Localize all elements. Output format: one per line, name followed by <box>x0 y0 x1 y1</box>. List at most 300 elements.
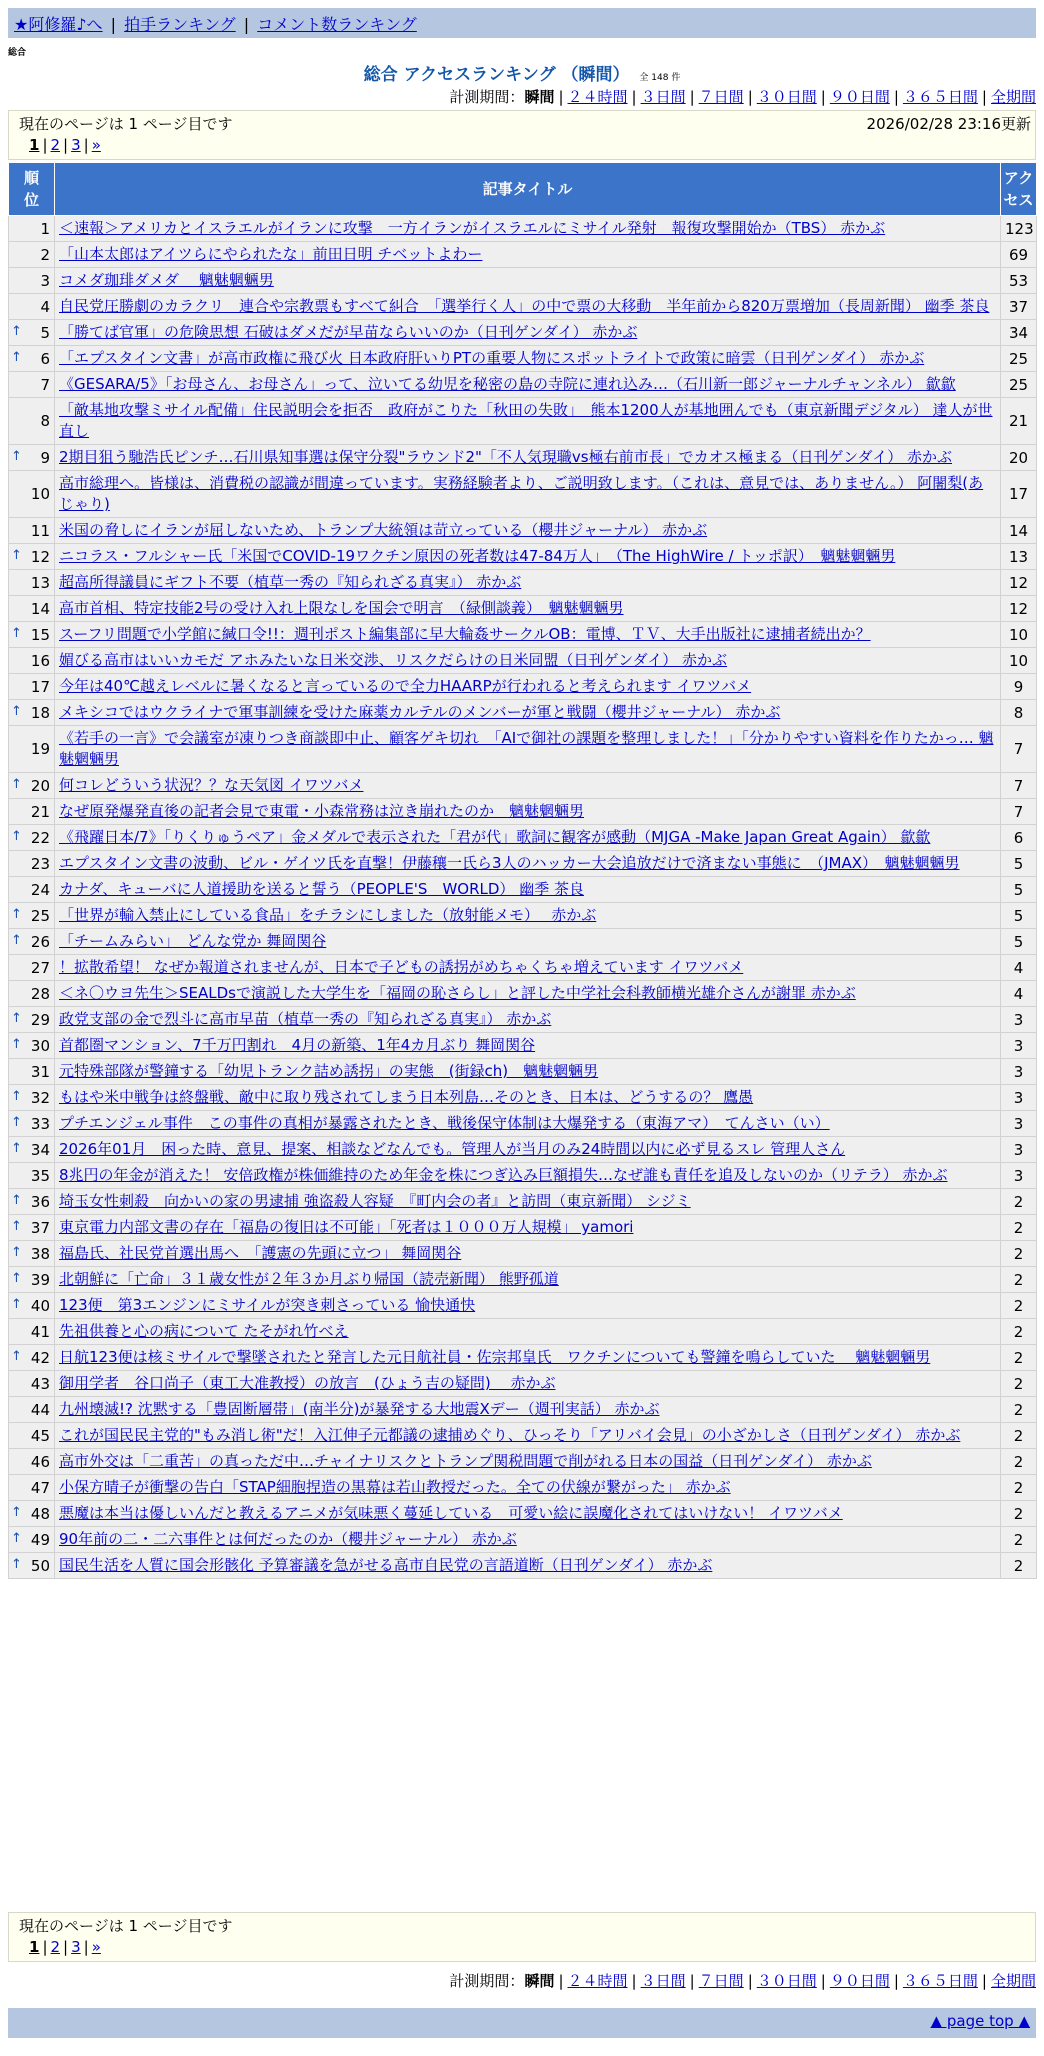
period-link-6[interactable]: 全期間 <box>990 88 1036 106</box>
article-title-link[interactable]: スーフリ問題で小学館に緘口令!!：週刊ポスト編集部に早大輪姦サークルOB：電博、ＴＶ、大手出版社に逮捕者続出か？ <box>59 625 871 643</box>
rank-number: 24 <box>30 880 50 899</box>
rank-number: 41 <box>30 1322 50 1341</box>
rank-cell <box>9 471 55 518</box>
page-top-link[interactable]: ▲ page top ▲ <box>930 2012 1030 2030</box>
table-row <box>9 622 1037 648</box>
access-count: 3 <box>1001 1033 1037 1059</box>
title-cell <box>55 398 1001 445</box>
title-cell <box>55 1189 1001 1215</box>
page-separator: | <box>83 1938 89 1956</box>
table-row <box>9 851 1037 877</box>
article-title-link[interactable]: 超高所得議員にギフト不要（植草一秀の『知られざる真実』） 赤かぶ <box>59 573 522 591</box>
access-count: 7 <box>1001 799 1037 825</box>
rank-number: 50 <box>30 1556 50 1575</box>
pager-bottom <box>8 1912 1036 1962</box>
period-separator: | <box>981 1972 987 1990</box>
table-row <box>9 799 1037 825</box>
article-title-link[interactable]: 媚びる高市はいいカモだ アホみたいな日米交渉、リスクだらけの日米同盟（日刊ゲンダイ） 赤かぶ <box>59 651 728 669</box>
access-count: 12 <box>1001 596 1037 622</box>
access-count: 2 <box>1001 1397 1037 1423</box>
title-cell <box>55 1007 1001 1033</box>
title-cell <box>55 851 1001 877</box>
rank-cell <box>9 648 55 674</box>
title-cell <box>55 320 1001 346</box>
title-column-header: 記事タイトル <box>55 163 1001 216</box>
article-title-link[interactable]: もはや米中戦争は終盤戦、敵中に取り残されてしまう日本列島…そのとき、日本は、どうするの？ 鷹愚 <box>59 1088 754 1106</box>
article-title-link[interactable]: 123便 第3エンジンにミサイルが突き刺さっている 愉快通快 <box>59 1296 476 1314</box>
access-count: 3 <box>1001 1059 1037 1085</box>
page-link-2[interactable]: 2 <box>50 136 61 154</box>
article-title-link[interactable]: 2026年01月 困った時、意見、提案、相談などなんでも。管理人が当月のみ24時間以内に必ず見るスレ 管理人さん <box>59 1140 846 1158</box>
period-selector-top <box>449 86 1036 107</box>
access-count: 2 <box>1001 1553 1037 1579</box>
access-count: 8 <box>1001 700 1037 726</box>
rank-number: 33 <box>30 1114 50 1133</box>
access-count: 37 <box>1001 294 1037 320</box>
table-row <box>9 471 1037 518</box>
title-cell <box>55 518 1001 544</box>
title-cell <box>55 955 1001 981</box>
article-title-link[interactable]: これが国民民主党的"もみ消し術"だ！入江伸子元都議の逮捕めぐり、ひっそり「アリバイ会見」の小ざかしさ（日刊ゲンダイ） 赤かぶ <box>59 1426 961 1444</box>
article-title-link[interactable]: 自民党圧勝劇のカラクリ 連合や宗教票もすべて糾合 「選挙行く人」の中で票の大移動 半年前から820万票増加（長周新聞） 幽季 茶良 <box>59 297 990 315</box>
table-row <box>9 1033 1037 1059</box>
rank-cell <box>9 1371 55 1397</box>
title-cell <box>55 929 1001 955</box>
title-cell <box>55 877 1001 903</box>
rank-number: 44 <box>30 1400 50 1419</box>
article-title-link[interactable]: コメダ珈琲ダメダ 魑魅魍魎男 <box>59 271 274 289</box>
article-title-link[interactable]: 「世界が輸入禁止にしている食品」をチラシにしました（放射能メモ） 赤かぶ <box>59 906 597 924</box>
article-title-link[interactable]: 今年は40℃越えレベルに暑くなると言っているので全力HAARPが行われると考えられます イワツバメ <box>59 677 752 695</box>
rank-number: 10 <box>30 485 50 503</box>
home-link[interactable]: ★阿修羅♪へ <box>14 15 103 34</box>
page-link-»[interactable]: » <box>91 136 101 154</box>
table-header-row <box>9 163 1037 216</box>
rank-up-arrow-icon: ↑ <box>11 1530 22 1546</box>
access-count: 2 <box>1001 1267 1037 1293</box>
period-link-4[interactable]: ９０日間 <box>829 88 890 106</box>
access-count: 123 <box>1001 216 1037 242</box>
rank-cell <box>9 320 55 346</box>
table-row <box>9 726 1037 773</box>
rank-up-arrow-icon: ↑ <box>11 323 22 339</box>
title-cell <box>55 981 1001 1007</box>
access-count: 2 <box>1001 1423 1037 1449</box>
rank-cell <box>9 1215 55 1241</box>
title-cell <box>55 726 1001 773</box>
period-separator: | <box>747 88 753 106</box>
period-link-5[interactable]: ３６５日間 <box>902 1972 978 1990</box>
table-row <box>9 268 1037 294</box>
rank-cell <box>9 242 55 268</box>
rank-number: 37 <box>30 1218 50 1237</box>
rank-cell <box>9 1475 55 1501</box>
table-row <box>9 1475 1037 1501</box>
table-row <box>9 929 1037 955</box>
article-title-link[interactable]: 福島氏、社民党首選出馬へ 「護憲の先頭に立つ」 舞岡関谷 <box>59 1244 462 1262</box>
access-count: 12 <box>1001 570 1037 596</box>
table-row <box>9 320 1037 346</box>
total-count: 全 148 件 <box>639 73 681 83</box>
table-row <box>9 242 1037 268</box>
article-title-link[interactable]: 元特殊部隊が警鐘する「幼児トランク詰め誘拐」の実態 (街録ch) 魑魅魍魎男 <box>59 1062 599 1080</box>
table-row <box>9 1397 1037 1423</box>
rank-cell <box>9 372 55 398</box>
period-link-3[interactable]: ３０日間 <box>756 88 817 106</box>
title-cell <box>55 674 1001 700</box>
comment-ranking-link[interactable]: コメント数ランキング <box>257 15 417 34</box>
rank-up-arrow-icon: ↑ <box>11 1140 22 1156</box>
article-title-link[interactable]: 首都圏マンション、7千万円割れ 4月の新築、1年4カ月ぶり 舞岡関谷 <box>59 1036 536 1054</box>
nav-separator: | <box>243 15 250 34</box>
rank-cell <box>9 596 55 622</box>
table-row <box>9 981 1037 1007</box>
page-link-3[interactable]: 3 <box>71 1938 81 1956</box>
rank-cell <box>9 398 55 445</box>
article-title-link[interactable]: 米国の脅しにイランが屈しないため、トランプ大統領は苛立っている（櫻井ジャーナル） 赤かぶ <box>59 521 708 539</box>
access-count: 2 <box>1001 1241 1037 1267</box>
table-row <box>9 372 1037 398</box>
page-current: 1 <box>29 136 40 154</box>
title-cell <box>55 445 1001 471</box>
rank-number: 46 <box>30 1452 50 1471</box>
period-link-5[interactable]: ３６５日間 <box>902 88 978 106</box>
period-separator: | <box>631 1972 637 1990</box>
access-column-header <box>1001 163 1037 216</box>
article-title-link[interactable]: 《若手の一言》で会議室が凍りつき商談即中止、顧客ゲキ切れ 「AIで御社の課題を整理しました！」「分かりやすい資料を作りたかっ… 魑魅魍魎男 <box>59 729 994 768</box>
rank-number: 11 <box>30 521 50 540</box>
rank-number: 49 <box>30 1530 50 1549</box>
rank-cell <box>9 799 55 825</box>
period-current: 瞬間 <box>524 88 555 106</box>
rank-number: 18 <box>30 703 50 722</box>
rank-number: 17 <box>30 677 50 696</box>
article-title-link[interactable]: 「エプスタイン文書」が高市政権に飛び火 日本政府肝いりPTの重要人物にスポットライトで政策に暗雲（日刊ゲンダイ） 赤かぶ <box>59 349 925 367</box>
article-title-link[interactable]: カナダ、キューバに人道援助を送ると誓う（PEOPLE'S WORLD） 幽季 茶良 <box>59 880 584 898</box>
table-row <box>9 1085 1037 1111</box>
title-cell <box>55 1241 1001 1267</box>
access-count: 53 <box>1001 268 1037 294</box>
period-separator: | <box>689 1972 695 1990</box>
article-title-link[interactable]: 北朝鮮に「亡命」３１歳女性が２年３か月ぶり帰国（読売新聞） 熊野孤道 <box>59 1270 559 1288</box>
table-row <box>9 1345 1037 1371</box>
rank-number: 2 <box>40 245 50 264</box>
rank-up-arrow-icon: ↑ <box>11 1556 22 1572</box>
table-row <box>9 877 1037 903</box>
table-row <box>9 1241 1037 1267</box>
access-count: 25 <box>1001 372 1037 398</box>
rank-cell <box>9 518 55 544</box>
rank-number: 47 <box>30 1478 50 1497</box>
period-link-1[interactable]: ３日間 <box>640 1972 686 1990</box>
access-count: 6 <box>1001 825 1037 851</box>
page-link-3[interactable]: 3 <box>71 136 81 154</box>
access-count: 25 <box>1001 346 1037 372</box>
rank-up-arrow-icon: ↑ <box>11 1114 22 1130</box>
access-count: 3 <box>1001 1137 1037 1163</box>
rank-cell <box>9 929 55 955</box>
table-row <box>9 518 1037 544</box>
rank-up-arrow-icon: ↑ <box>11 1348 22 1364</box>
rank-up-arrow-icon: ↑ <box>11 1218 22 1234</box>
rank-cell <box>9 1449 55 1475</box>
article-title-link[interactable]: 高市総理へ。皆様は、消費税の認識が間違っています。実務経験者より、ご説明致します。（これは、意見では、ありません。） 阿闍梨(あじゃり) <box>59 474 984 513</box>
table-row <box>9 825 1037 851</box>
rank-number: 36 <box>30 1192 50 1211</box>
rank-number: 1 <box>40 219 50 238</box>
rank-number: 20 <box>30 776 50 795</box>
access-count: 17 <box>1001 471 1037 518</box>
article-title-link[interactable]: メキシコではウクライナで軍事訓練を受けた麻薬カルテルのメンバーが軍と戦闘（櫻井ジャーナル） 赤かぶ <box>59 703 781 721</box>
rank-cell <box>9 346 55 372</box>
ranking-title: 総合 アクセスランキング （瞬間） <box>363 65 630 85</box>
table-row <box>9 1007 1037 1033</box>
period-link-0[interactable]: ２４時間 <box>567 88 628 106</box>
pager-top <box>8 110 1036 160</box>
article-title-link[interactable]: 「チームみらい」 どんな党か 舞岡関谷 <box>59 932 327 950</box>
title-cell <box>55 1397 1001 1423</box>
rank-cell <box>9 622 55 648</box>
rank-cell <box>9 1397 55 1423</box>
article-title-link[interactable]: 2期目狙う馳浩氏ピンチ…石川県知事選は保守分裂"ラウンド2"「不人気現職vs極右前市長」でカオス極まる（日刊ゲンダイ） 赤かぶ <box>59 448 953 466</box>
article-title-link[interactable]: 悪魔は本当は優しいんだと教えるアニメが気味悪く蔓延している 可愛い絵に誤魔化されてはいけない！ イワツバメ <box>59 1504 843 1522</box>
title-cell <box>55 1267 1001 1293</box>
article-title-link[interactable]: 《GESARA/5》「お母さん、お母さん」って、泣いてる幼児を秘密の島の寺院に連れ込み…（石川新一郎ジャーナルチャンネル） 歙歙 <box>59 375 956 393</box>
rank-up-arrow-icon: ↑ <box>11 625 22 641</box>
rank-number: 12 <box>30 547 50 566</box>
rank-number: 23 <box>30 854 50 873</box>
article-title-link[interactable]: 《飛躍日本/7》「りくりゅうペア」金メダルで表示された「君が代」歌詞に観客が感動（MJGA -Make Japan Great Again） 歙歙 <box>59 828 931 846</box>
rank-number: 4 <box>40 297 50 316</box>
access-count: 4 <box>1001 981 1037 1007</box>
page-separator: | <box>63 1938 69 1956</box>
access-count: 5 <box>1001 903 1037 929</box>
title-cell <box>55 773 1001 799</box>
title-cell <box>55 825 1001 851</box>
title-cell <box>55 471 1001 518</box>
period-link-3[interactable]: ３０日間 <box>756 1972 817 1990</box>
rank-number: 5 <box>40 323 50 342</box>
rank-number: 38 <box>30 1244 50 1263</box>
rank-cell <box>9 1189 55 1215</box>
table-row <box>9 398 1037 445</box>
title-cell <box>55 1111 1001 1137</box>
rank-header-text: 順 位 <box>23 169 39 209</box>
article-title-link[interactable]: プチエンジェル事件 この事件の真相が暴露されたとき、戦後保守体制は大爆発する（東海アマ） てんさい（い） <box>59 1114 830 1132</box>
rank-cell <box>9 1293 55 1319</box>
article-title-link[interactable]: 90年前の二・二六事件とは何だったのか（櫻井ジャーナル） 赤かぶ <box>59 1530 517 1548</box>
title-cell <box>55 700 1001 726</box>
period-separator: | <box>893 1972 899 1990</box>
article-title-link[interactable]: エプスタイン文書の波動、ビル・ゲイツ氏を直撃！伊藤穰一氏ら3人のハッカー大会追放だけで済まない事態に （JMAX） 魑魅魍魎男 <box>59 854 960 872</box>
period-selector-bottom <box>449 1970 1036 1991</box>
rank-up-arrow-icon: ↑ <box>11 349 22 365</box>
table-row <box>9 294 1037 320</box>
rank-number: 45 <box>30 1426 50 1445</box>
access-count: 13 <box>1001 544 1037 570</box>
period-link-2[interactable]: ７日間 <box>698 88 744 106</box>
period-link-1[interactable]: ３日間 <box>640 88 686 106</box>
clap-ranking-link[interactable]: 拍手ランキング <box>124 15 236 34</box>
rank-cell <box>9 1059 55 1085</box>
rank-cell <box>9 1007 55 1033</box>
table-row <box>9 596 1037 622</box>
article-title-link[interactable]: ＜ネ〇ウヨ先生＞SEALDsで演説した大学生を「福岡の恥さらし」と評した中学社会科教師横光雄介さんが謝罪 赤かぶ <box>59 984 856 1002</box>
article-title-link[interactable]: 政党支部の金で烈斗に高市早苗（植草一秀の『知られざる真実』） 赤かぶ <box>59 1010 552 1028</box>
title-cell <box>55 1319 1001 1345</box>
article-title-link[interactable]: 小保方晴子が衝撃の告白「STAP細胞捏造の黒幕は若山教授だった。全ての伏線が繋がった」 赤かぶ <box>59 1478 731 1496</box>
period-link-6[interactable]: 全期間 <box>990 1972 1036 1990</box>
rank-up-arrow-icon: ↑ <box>11 828 22 844</box>
article-title-link[interactable]: 埼玉女性刺殺 向かいの家の男逮捕 強盗殺人容疑 『町内会の者』と訪問（東京新聞） シジミ <box>59 1192 691 1210</box>
rank-number: 16 <box>30 651 50 670</box>
article-title-link[interactable]: 国民生活を人質に国会形骸化 予算審議を急がせる高市自民党の言語道断（日刊ゲンダイ） 赤かぶ <box>59 1556 713 1574</box>
rank-cell <box>9 726 55 773</box>
title-cell <box>55 1371 1001 1397</box>
article-title-link[interactable]: 東京電力内部文書の存在「福島の復旧は不可能」「死者は１０００万人規模」 yamori <box>59 1218 634 1236</box>
rank-number: 21 <box>30 802 50 821</box>
rank-number: 39 <box>30 1270 50 1289</box>
table-row <box>9 1553 1037 1579</box>
access-count: 3 <box>1001 1163 1037 1189</box>
table-row <box>9 1059 1037 1085</box>
period-label: 計測期間： <box>449 1972 525 1990</box>
rank-number: 31 <box>30 1062 50 1081</box>
article-title-link[interactable]: 高市外交は「二重苦」の真っただ中…チャイナリスクとトランプ関税問題で削がれる日本の国益（日刊ゲンダイ） 赤かぶ <box>59 1452 872 1470</box>
article-title-link[interactable]: なぜ原発爆発直後の記者会見で東電・小森常務は泣き崩れたのか 魑魅魍魎男 <box>59 802 585 820</box>
rank-cell <box>9 1137 55 1163</box>
title-cell <box>55 622 1001 648</box>
access-count: 21 <box>1001 398 1037 445</box>
period-link-2[interactable]: ７日間 <box>698 1972 744 1990</box>
rank-cell <box>9 268 55 294</box>
page-links <box>19 136 1025 154</box>
article-title-link[interactable]: ！拡散希望！ なぜか報道されませんが、日本で子どもの誘拐がめちゃくちゃ増えています イワツバメ <box>59 958 744 976</box>
rank-cell <box>9 1423 55 1449</box>
article-title-link[interactable]: 「敵基地攻撃ミサイル配備」住民説明会を拒否 政府がこりた「秋田の失敗」 熊本1200人が基地囲んでも（東京新聞デジタル） 達人が世直し <box>59 401 993 440</box>
rank-cell <box>9 1501 55 1527</box>
article-title-link[interactable]: ニコラス・フルシャー氏「米国でCOVID-19ワクチン原因の死者数は47-84万人」 （The HighWire / トッポ訳） 魑魅魍魎男 <box>59 547 896 565</box>
table-row <box>9 1293 1037 1319</box>
period-separator: | <box>689 88 695 106</box>
article-title-link[interactable]: 日航123便は核ミサイルで撃墜されたと発言した元日航社員・佐宗邦皇氏 ワクチンについても警鐘を鳴らしていた 魑魅魍魎男 <box>59 1348 931 1366</box>
period-label: 計測期間： <box>449 88 525 106</box>
table-row <box>9 1163 1037 1189</box>
page-title <box>0 60 1044 85</box>
rank-up-arrow-icon: ↑ <box>11 906 22 922</box>
article-title-link[interactable]: 先祖供養と心の病について たそがれ竹べえ <box>59 1322 349 1340</box>
top-navigation <box>8 8 1036 38</box>
rank-up-arrow-icon: ↑ <box>11 1504 22 1520</box>
current-page-text: 現在のページは 1 ページ目です <box>19 115 233 133</box>
title-cell <box>55 1449 1001 1475</box>
access-count: 2 <box>1001 1501 1037 1527</box>
rank-number: 19 <box>30 740 50 758</box>
rank-cell <box>9 1085 55 1111</box>
article-title-link[interactable]: 「山本太郎はアイツらにやられたな」前田日明 チベットよわー <box>59 245 483 263</box>
period-separator: | <box>558 1972 564 1990</box>
access-count: 7 <box>1001 726 1037 773</box>
article-title-link[interactable]: 8兆円の年金が消えた！ 安倍政権が株価維持のため年金を株につぎ込み巨額損失…なぜ誰も責任を追及しないのか（リテラ） 赤かぶ <box>59 1166 948 1184</box>
table-row <box>9 1449 1037 1475</box>
rank-number: 3 <box>40 271 50 290</box>
rank-cell <box>9 674 55 700</box>
title-cell <box>55 1293 1001 1319</box>
article-title-link[interactable]: 何コレどういう状況？？な天気図 イワツバメ <box>59 776 364 794</box>
title-cell <box>55 216 1001 242</box>
rank-number: 13 <box>30 573 50 592</box>
page-link-»[interactable]: » <box>91 1938 101 1956</box>
article-title-link[interactable]: 「勝てば官軍」の危険思想 石破はダメだが早苗ならいいのか（日刊ゲンダイ） 赤かぶ <box>59 323 638 341</box>
footer-bar <box>8 2008 1036 2038</box>
title-cell <box>55 1137 1001 1163</box>
title-cell <box>55 544 1001 570</box>
rank-cell <box>9 877 55 903</box>
title-cell <box>55 596 1001 622</box>
rank-number: 30 <box>30 1036 50 1055</box>
period-link-4[interactable]: ９０日間 <box>829 1972 890 1990</box>
access-count: 5 <box>1001 929 1037 955</box>
period-link-0[interactable]: ２４時間 <box>567 1972 628 1990</box>
rank-number: 25 <box>30 906 50 925</box>
period-separator: | <box>820 1972 826 1990</box>
access-count: 4 <box>1001 955 1037 981</box>
rank-cell <box>9 1319 55 1345</box>
table-row <box>9 1319 1037 1345</box>
rank-cell <box>9 773 55 799</box>
period-separator: | <box>747 1972 753 1990</box>
rank-number: 35 <box>30 1166 50 1185</box>
access-count: 9 <box>1001 674 1037 700</box>
access-count: 2 <box>1001 1527 1037 1553</box>
rank-cell <box>9 981 55 1007</box>
title-cell <box>55 268 1001 294</box>
rank-cell <box>9 1527 55 1553</box>
table-row <box>9 570 1037 596</box>
title-cell <box>55 903 1001 929</box>
rank-cell <box>9 700 55 726</box>
access-count: 3 <box>1001 1111 1037 1137</box>
access-count: 20 <box>1001 445 1037 471</box>
access-count: 2 <box>1001 1215 1037 1241</box>
article-title-link[interactable]: 御用学者 谷口尚子（東工大准教授）の放言 (ひょう吉の疑問) 赤かぶ <box>59 1374 556 1392</box>
period-separator: | <box>631 88 637 106</box>
title-cell <box>55 1475 1001 1501</box>
title-cell <box>55 346 1001 372</box>
rank-number: 27 <box>30 958 50 977</box>
title-cell <box>55 1553 1001 1579</box>
access-count: 7 <box>1001 773 1037 799</box>
article-title-link[interactable]: 九州壊滅!? 沈黙する「豊固断層帯」(南半分)が暴発する大地震Xデー（週刊実話） 赤かぶ <box>59 1400 660 1418</box>
page-link-2[interactable]: 2 <box>50 1938 61 1956</box>
access-count: 10 <box>1001 622 1037 648</box>
rank-cell <box>9 216 55 242</box>
article-title-link[interactable]: ＜速報＞アメリカとイスラエルがイランに攻撃 一方イランがイスラエルにミサイル発射 報復攻撃開始か（TBS） 赤かぶ <box>59 219 886 237</box>
title-cell <box>55 648 1001 674</box>
access-count: 14 <box>1001 518 1037 544</box>
period-separator: | <box>820 88 826 106</box>
article-title-link[interactable]: 高市首相、特定技能2号の受け入れ上限なしを国会で明言 （緑側談義） 魑魅魍魎男 <box>59 599 624 617</box>
access-count: 2 <box>1001 1475 1037 1501</box>
access-count: 34 <box>1001 320 1037 346</box>
rank-number: 26 <box>30 932 50 951</box>
title-cell <box>55 1527 1001 1553</box>
title-cell <box>55 1345 1001 1371</box>
rank-up-arrow-icon: ↑ <box>11 1296 22 1312</box>
rank-cell <box>9 294 55 320</box>
title-cell <box>55 1033 1001 1059</box>
rank-number: 43 <box>30 1374 50 1393</box>
